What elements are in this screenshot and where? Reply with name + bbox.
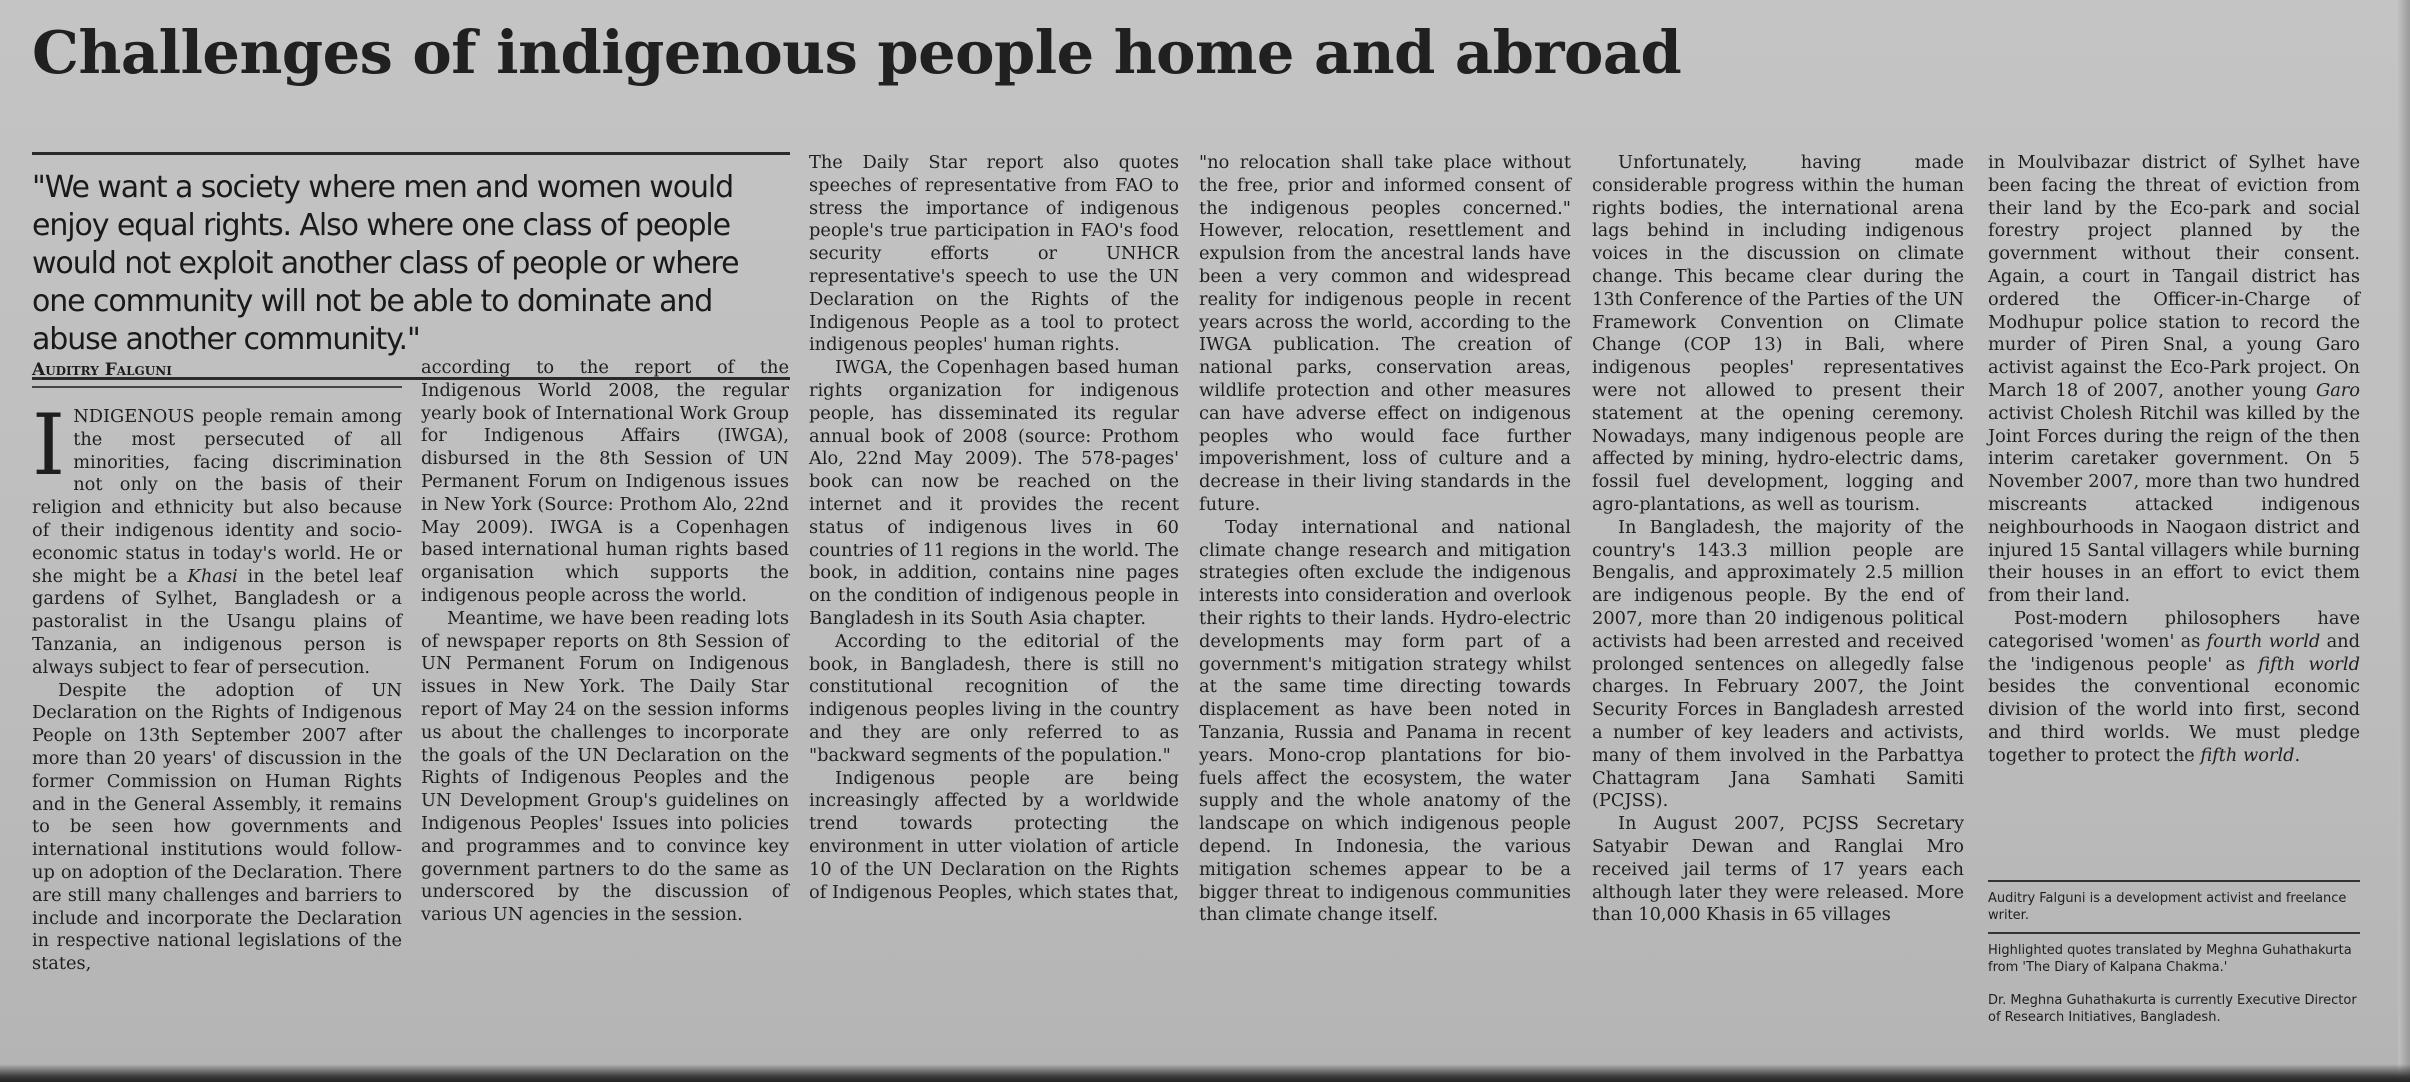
paragraph: Today international and national climate change research and mitigation strategies often exclude the indigenous interests into consideration and overlook their rights to their lands. Hydro-electric developments may form part of a government's mitigation strategy whilst at the same time directing towards displacement as have been noted in Tanzania, Russia and Panama in recent years. Mono-crop plantations for bio-fuels affect the ecosystem, the water supply and the whole anatomy of the landscape on which indigenous people depend. In Indonesia, the various mitigation schemes appear to be a bigger threat to indigenous communities than climate change itself. [1199,516,1571,926]
author-notes [1988,880,2360,1034]
author-note: Auditry Falguni is a development activist and freelance writer. [1988,880,2360,932]
paragraph: IWGA, the Copenhagen based human rights organization for indigenous people, has disseminated its regular annual book of 2008 (source: Prothom Alo, 22nd May 2009). The 578-pages' book can now be reached on the internet and it provides the recent status of indigenous lives in 60 countries of 11 regions in the world. The book, in addition, contains nine pages on the condition of indigenous people in Bangladesh in its South Asia chapter. [809,357,1179,629]
article-column-1 [32,396,402,976]
paragraph: Unfortunately, having made considerable progress within the human rights bodies, the international arena lags behind in including indigenous voices in the discussion on climate change. This became clear during the 13th Conference of the Parties of the UN Framework Convention on Climate Change (COP 13) in Bali, where indigenous peoples' representatives were not allowed to present their statement at the opening ceremony. Nowadays, many indigenous people are affected by mining, hydro-electric dams, fossil fuel development, logging and agro-plantations, as well as tourism. [1592,152,1964,515]
paragraph: In August 2007, PCJSS Secretary Satyabir Dewan and Ranglai Mro received jail terms of 17 years each although later they were released. More than 10,000 Khasis in 65 villages [1592,813,1964,926]
paragraph: in Moulvibazar district of Sylhet have been facing the threat of eviction from their land by the Eco-park and social forestry project planned by the government without their consent. Again, a court in Tangail district has ordered the Officer-in-Charge of Modhupur police station to record the murder of Piren Snal, a young Garo activist against the Eco-Park project. On March 18 of 2007, another young Garo activist Cholesh Ritchil was killed by the Joint Forces during the reign of the then interim caretaker government. On 5 November 2007, more than two hundred miscreants attacked indigenous neighbourhoods in Naogaon district and injured 15 Santal villagers while burning their houses in an effort to evict them from their land. [1988,152,2360,607]
paragraph: INDIGENOUS people remain among the most persecuted of all minorities, facing discrimination not only on the basis of their religion and ethnicity but also because of their indigenous identity and socio-economic status in today's world. He or she might be a Khasi in the betel leaf gardens of Sylhet, Bangladesh or a pastoralist in the Usangu plains of Tanzania, an indigenous person is always subject to fear of persecution. [32,396,402,678]
translation-note: Highlighted quotes translated by Meghna Guhathakurta from 'The Diary of Kalpana Chakma.' [1988,932,2360,984]
page-bottom-shadow [0,1064,2410,1082]
drop-cap: I [32,396,66,494]
paragraph: According to the editorial of the book, in Bangladesh, there is still no constitutional recognition of the indigenous peoples living in the country and they are only referred to as "backward segments of the population." [809,630,1179,766]
page-edge [2398,0,2410,1082]
article-column-4 [1199,152,1571,927]
paragraph: The Daily Star report also quotes speeches of representative from FAO to stress the importance of indigenous people's true participation in FAO's food security efforts or UNHCR representative's speech to use the UN Declaration on the Rights of the Indigenous People as a tool to protect indigenous peoples' human rights. [809,152,1179,356]
headline: Challenges of indigenous people home and abroad [32,18,1682,87]
contributor-note: Dr. Meghna Guhathakurta is currently Executive Director of Research Initiatives, Bangladesh. [1988,993,2357,1025]
pull-quote-box [32,152,790,380]
paragraph: "no relocation shall take place without the free, prior and informed consent of the indigenous peoples concerned." However, relocation, resettlement and expulsion from the ancestral lands have been a very common and widespread reality for indigenous people in recent years across the world, according to the IWGA publication. The creation of national parks, conservation areas, wildlife protection and other measures can have adverse effect on indigenous peoples who would face further impoverishment, loss of culture and a decrease in their living standards in the future. [1199,152,1571,515]
paragraph: Indigenous people are being increasingly affected by a worldwide trend towards protecting the environment in utter violation of article 10 of the UN Declaration on the Rights of Indigenous Peoples, which states that, [809,767,1179,903]
article-column-3 [809,152,1179,904]
paragraph: Meantime, we have been reading lots of newspaper reports on 8th Session of UN Permanent Forum on Indigenous issues in New York. The Daily Star report of May 24 on the session informs us about the challenges to incorporate the goals of the UN Declaration on the Rights of Indigenous Peoples and the UN Development Group's guidelines on Indigenous Peoples' Issues into policies and programmes and to convince key government partners to do the same as underscored by the discussion of various UN agencies in the session. [421,607,789,926]
paragraph: according to the report of the Indigenous World 2008, the regular yearly book of International Work Group for Indigenous Affairs (IWGA), disbursed in the 8th Session of UN Permanent Forum on Indigenous issues in New York (Source: Prothom Alo, 22nd May 2009). IWGA is a Copenhagen based international human rights based organisation which supports the indigenous people across the world. [421,357,789,606]
paragraph: In Bangladesh, the majority of the country's 143.3 million people are Bengalis, and approximately 2.5 million are indigenous people. By the end of 2007, more than 20 indigenous political activists had been arrested and received prolonged sentences on allegedly false charges. In February 2007, the Joint Security Forces in Bangladesh arrested a number of key leaders and activists, many of them involved in the Parbattya Chattagram Jana Samhati Samiti (PCJSS). [1592,516,1964,812]
paragraph: Post-modern philosophers have categorised 'women' as fourth world and the 'indigenous people' as fifth world besides the conventional economic division of the world into first, second and third worlds. We must pledge together to protect the fifth world. [1988,607,2361,766]
paragraph: Despite the adoption of UN Declaration on the Rights of Indigenous People on 13th September 2007 after more than 20 years' of discussion in the former Commission on Human Rights and in the General Assembly, it remains to be seen how governments and international institutions would follow-up on adoption of the Declaration. There are still many challenges and barriers to include and incorporate the Declaration in respective national legislations of the states, [32,679,402,975]
pull-quote: "We want a society where men and women would enjoy equal rights. Also where one class of people would not exploit another class of people or where one community will not be able to dominate and abuse another community." [32,170,739,357]
article-column-6 [1988,152,2360,768]
article-column-5 [1592,152,1964,927]
article-column-2 [421,357,789,927]
byline: Auditry Falguni [32,360,402,388]
